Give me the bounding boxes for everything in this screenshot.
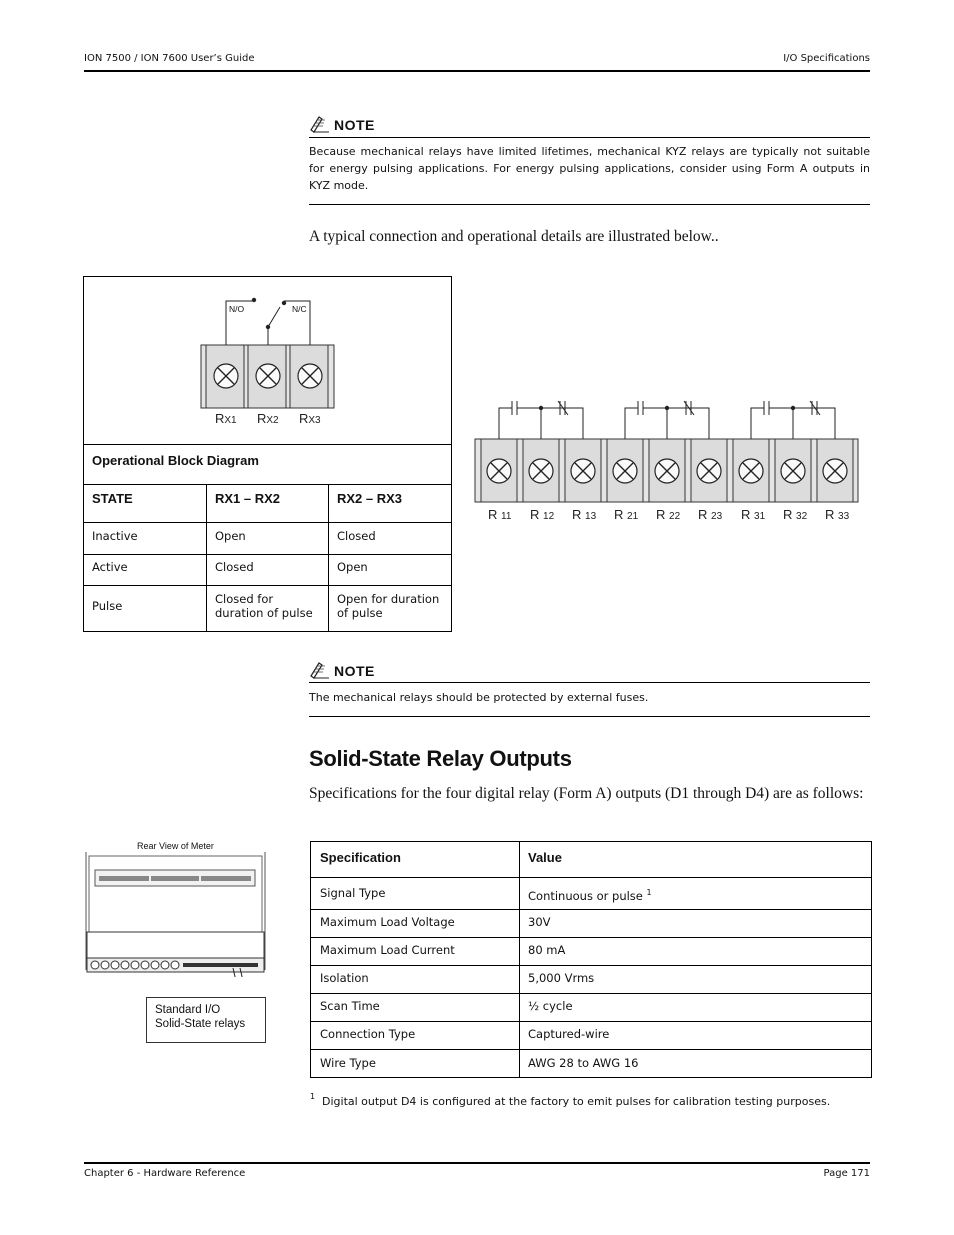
note2-top-rule: [309, 682, 870, 683]
header-right: I/O Specifications: [783, 53, 870, 64]
spec-val-isolation: 5,000 Vrms: [528, 971, 595, 985]
relay-r22: R 22: [656, 507, 681, 522]
row-pulse-rx12: Closed for duration of pulse: [215, 592, 313, 620]
meter-caption: Rear View of Meter: [137, 841, 214, 851]
relay-r31: R 31: [741, 507, 766, 522]
note-bottom-rule: [309, 204, 870, 205]
note-title: NOTE: [334, 117, 375, 133]
terminal-rx2: RX2: [257, 411, 279, 426]
note-top-rule: [309, 137, 870, 138]
row-inactive-state: Inactive: [92, 529, 138, 543]
note-icon: [309, 114, 331, 138]
footnote-text: Digital output D4 is configured at the factory to emit pulses for calibration testing purposes.: [322, 1095, 831, 1108]
relay-r21: R 21: [614, 507, 639, 522]
spec-row-max-current: Maximum Load Current: [320, 943, 455, 957]
block-diagram: [83, 276, 452, 632]
row-inactive-rx23: Closed: [337, 529, 376, 543]
spec-val-wire-type: AWG 28 to AWG 16: [528, 1056, 639, 1070]
note2-body: The mechanical relays should be protected by external fuses.: [309, 691, 649, 704]
spec-row-isolation: Isolation: [320, 971, 369, 985]
col-rx2-rx3: RX2 – RX3: [337, 491, 403, 506]
spec-col-value: Value: [528, 850, 562, 865]
no-label: N/O: [229, 304, 245, 314]
callout-line1: Standard I/O: [155, 1004, 221, 1016]
row-pulse-state: Pulse: [92, 599, 123, 613]
note-body: Because mechanical relays have limited lifetimes, mechanical KYZ relays are typically not suitable for energy pulsing applications. For energy pulsing applications, consider using Form A outputs in KYZ mode.: [309, 145, 870, 192]
relay-r33: R 33: [825, 507, 850, 522]
note-icon-2: [309, 660, 331, 684]
nc-label: N/C: [292, 304, 307, 314]
spec-row-signal-type: Signal Type: [320, 886, 386, 900]
footer-right: Page 171: [823, 1168, 870, 1179]
spec-val-max-voltage: 30V: [528, 915, 551, 929]
row-active-rx12: Closed: [215, 560, 254, 574]
header-rule: [84, 70, 870, 72]
spec-val-connection-type: Captured-wire: [528, 1027, 610, 1041]
spec-row-wire-type: Wire Type: [320, 1056, 376, 1070]
note2-bottom-rule: [309, 716, 870, 717]
terminal-rx1: RX1: [215, 411, 237, 426]
relay-r13: R 13: [572, 507, 597, 522]
relay-strip: [470, 395, 870, 505]
col-state: STATE: [92, 491, 133, 506]
spec-table: [310, 841, 872, 1078]
terminal-rx3: RX3: [299, 411, 321, 426]
header-left: ION 7500 / ION 7600 User’s Guide: [84, 53, 255, 64]
section-intro: Specifications for the four digital relay (Form A) outputs (D1 through D4) are as follows:: [309, 785, 864, 802]
col-rx1-rx2: RX1 – RX2: [215, 491, 281, 506]
meter-callout: [146, 997, 266, 1043]
row-pulse-rx23: Open for duration of pulse: [337, 592, 440, 620]
spec-col-specification: Specification: [320, 850, 401, 865]
note-title-2: NOTE: [334, 663, 375, 679]
row-active-rx23: Open: [337, 560, 368, 574]
spec-val-max-current: 80 mA: [528, 943, 566, 957]
row-active-state: Active: [92, 560, 128, 574]
relay-r23: R 23: [698, 507, 723, 522]
relay-r11: R 11: [488, 507, 512, 522]
spec-val-signal-type: Continuous or pulse $^1$: [528, 888, 652, 903]
footer-left: Chapter 6 - Hardware Reference: [84, 1168, 246, 1179]
section-title: Solid-State Relay Outputs: [309, 746, 572, 771]
relay-r32: R 32: [783, 507, 808, 522]
spec-row-scan-time: Scan Time: [320, 999, 380, 1013]
meter-rear-view: [83, 852, 268, 977]
relay-r12: R 12: [530, 507, 555, 522]
row-inactive-rx12: Open: [215, 529, 246, 543]
footnote-mark: 1: [310, 1092, 316, 1101]
block-diagram-caption: Operational Block Diagram: [92, 453, 259, 468]
spec-row-connection-type: Connection Type: [320, 1027, 416, 1041]
intro-text: A typical connection and operational details are illustrated below..: [309, 228, 719, 245]
footer-rule: [84, 1162, 870, 1164]
spec-row-max-voltage: Maximum Load Voltage: [320, 915, 455, 929]
spec-footnote-mark: 1: [646, 888, 652, 897]
spec-val-scan-time: ½ cycle: [528, 999, 573, 1013]
callout-line2: Solid-State relays: [155, 1018, 246, 1030]
